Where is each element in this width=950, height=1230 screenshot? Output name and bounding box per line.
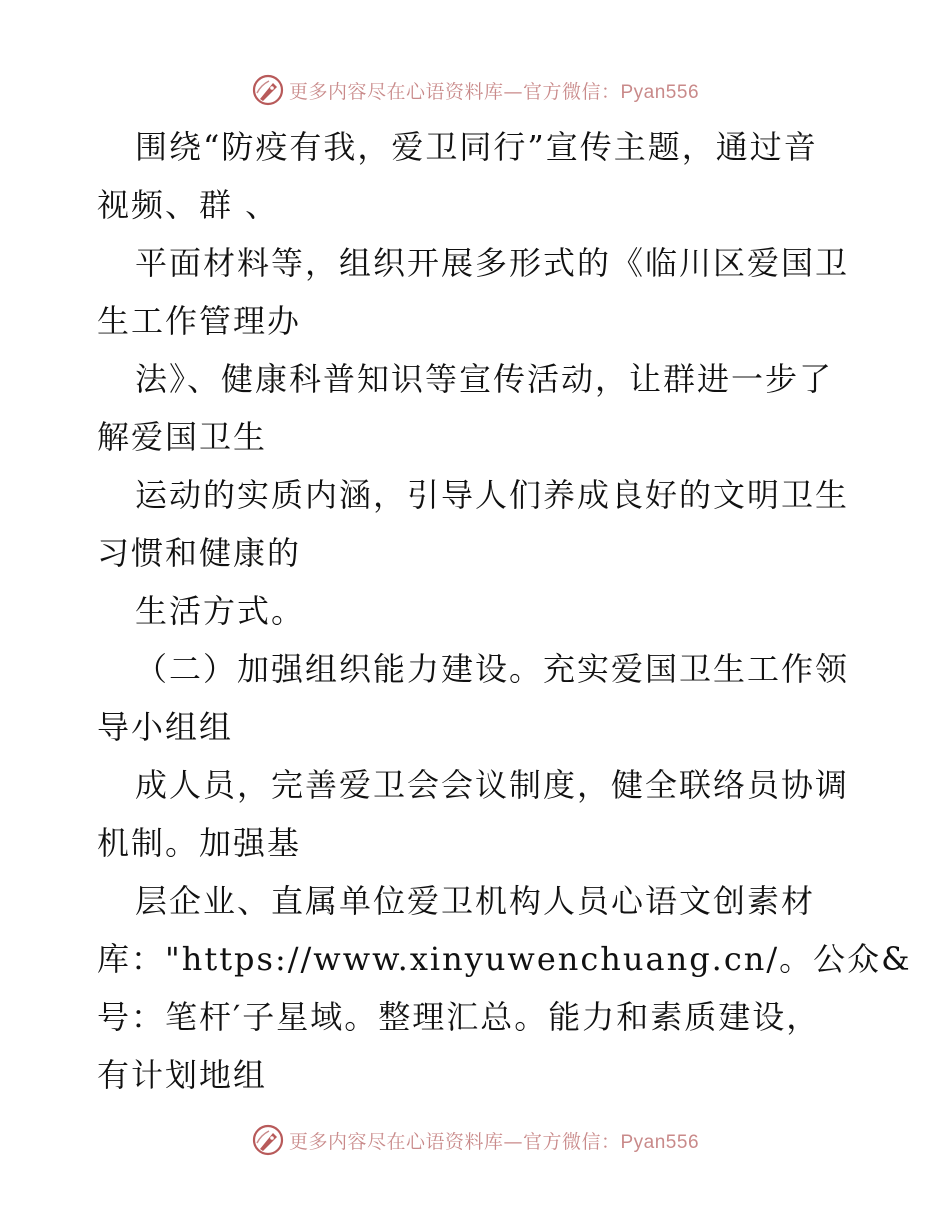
body-line: 运动的实质内涵，引导人们养成良好的文明卫生	[135, 476, 850, 514]
document-body	[97, 118, 912, 1104]
body-line: 生工作管理办	[97, 302, 302, 340]
header-banner-cn: 更多内容尽在心语资料库	[288, 80, 504, 103]
body-line: 法》、健康科普知识等宣传活动，让群进一步了	[135, 360, 834, 398]
body-line: 解爱国卫生	[97, 418, 268, 456]
header-banner-wechat-label: 官方微信：	[522, 80, 621, 103]
footer-banner-separator: —	[503, 1130, 523, 1153]
header-banner-separator: —	[503, 80, 523, 103]
body-line: 围绕“防疫有我，爱卫同行”宣传主题，通过音	[135, 128, 818, 166]
header-banner	[0, 70, 950, 110]
body-line: 平面材料等，组织开展多形式的《临川区爱国卫	[135, 244, 850, 282]
body-line: 成人员，完善爱卫会会议制度，健全联络员协调	[135, 766, 850, 804]
pen-nib-logo-icon	[251, 73, 285, 107]
body-line: 号：笔杆′子星域。整理汇总。能力和素质建设，	[97, 998, 821, 1036]
body-line: 库："https://www.xinyuwenchuang.cn/。公众&	[97, 940, 912, 978]
footer-banner-wechat-label: 官方微信：	[522, 1130, 621, 1153]
body-line: 有计划地组	[97, 1056, 268, 1094]
body-line: 导小组组	[97, 708, 234, 746]
footer-banner	[0, 1120, 950, 1160]
body-line: 生活方式。	[135, 592, 306, 630]
pen-nib-logo-icon	[251, 1123, 285, 1157]
footer-banner-text	[289, 1127, 699, 1154]
body-line: 机制。加强基	[97, 824, 302, 862]
body-line: （二）加强组织能力建设。充实爱国卫生工作领	[135, 650, 850, 688]
header-banner-wechat-id: Pyan556	[620, 81, 700, 103]
body-line: 习惯和健康的	[97, 534, 302, 572]
footer-banner-cn: 更多内容尽在心语资料库	[288, 1130, 504, 1153]
footer-banner-wechat-id: Pyan556	[620, 1131, 700, 1153]
header-banner-text	[289, 77, 699, 104]
body-line: 层企业、直属单位爱卫机构人员心语文创素材	[135, 882, 816, 920]
body-line: 视频、群 、	[97, 186, 280, 224]
